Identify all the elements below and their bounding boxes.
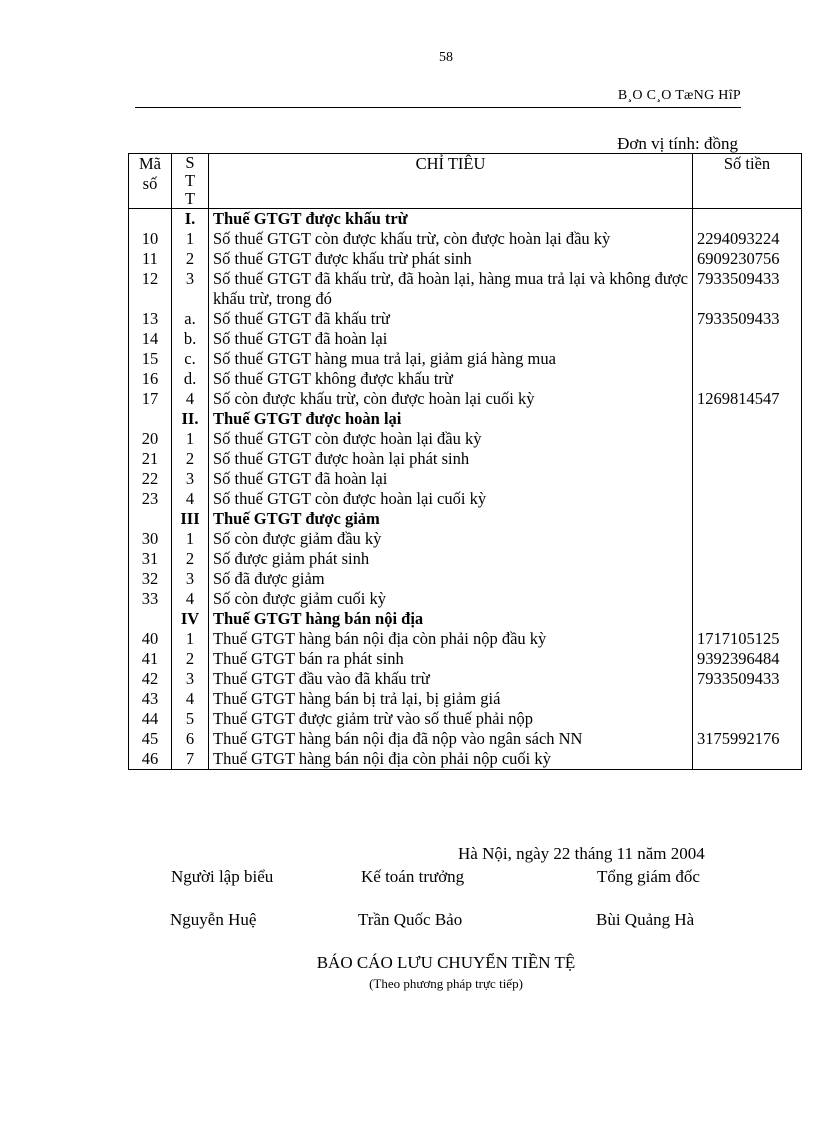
table-row: [129, 469, 802, 489]
cell-chi-tieu: Số thuế GTGT đã hoàn lại: [209, 329, 693, 349]
cell-stt: a.: [172, 309, 209, 329]
table-row: [129, 229, 802, 249]
table-row: [129, 369, 802, 389]
cell-stt: 1: [172, 629, 209, 649]
cell-so-tien: 6909230756: [693, 249, 802, 269]
section-row: [129, 209, 802, 230]
cell-ma-so: 32: [129, 569, 172, 589]
cell-ma-so: [129, 209, 172, 230]
cell-stt: 4: [172, 489, 209, 509]
cash-flow-report-title: BÁO CÁO LƯU CHUYỂN TIỀN TỆ: [316, 953, 576, 972]
cell-so-tien: [693, 689, 802, 709]
cell-ma-so: 12: [129, 269, 172, 309]
cell-so-tien: 1269814547: [693, 389, 802, 409]
cell-chi-tieu: Số thuế GTGT còn được hoàn lại đầu kỳ: [209, 429, 693, 449]
cell-chi-tieu: Thuế GTGT được giảm trừ vào số thuế phải nộp: [209, 709, 693, 729]
cell-stt: 2: [172, 649, 209, 669]
cell-ma-so: 23: [129, 489, 172, 509]
table-row: [129, 589, 802, 609]
cell-so-tien: [693, 569, 802, 589]
cell-ma-so: 45: [129, 729, 172, 749]
cell-ma-so: [129, 609, 172, 629]
cell-so-tien: [693, 349, 802, 369]
cell-chi-tieu: Số thuế GTGT còn được khấu trừ, còn được hoàn lại đầu kỳ: [209, 229, 693, 249]
cell-so-tien: [693, 469, 802, 489]
cell-ma-so: 10: [129, 229, 172, 249]
cell-stt: 3: [172, 669, 209, 689]
header-stt-text: STT: [184, 153, 196, 208]
cell-stt: II.: [172, 409, 209, 429]
cell-so-tien: [693, 369, 802, 389]
cell-ma-so: 14: [129, 329, 172, 349]
cell-stt: 1: [172, 529, 209, 549]
cell-stt: c.: [172, 349, 209, 369]
cell-so-tien: [693, 409, 802, 429]
cell-ma-so: 44: [129, 709, 172, 729]
cell-ma-so: 20: [129, 429, 172, 449]
cell-chi-tieu: Số còn được giảm đầu kỳ: [209, 529, 693, 549]
cell-ma-so: 41: [129, 649, 172, 669]
cell-ma-so: 46: [129, 749, 172, 770]
cell-stt: I.: [172, 209, 209, 230]
table-row: [129, 489, 802, 509]
table-header-row: [129, 154, 802, 209]
cell-so-tien: [693, 609, 802, 629]
cell-so-tien: [693, 209, 802, 230]
header-so-tien: Số tiền: [693, 154, 802, 209]
cell-ma-so: [129, 409, 172, 429]
header-divider: [135, 107, 741, 108]
header-stt: [172, 154, 209, 209]
cell-so-tien: [693, 509, 802, 529]
table-row: [129, 449, 802, 469]
cell-stt: 6: [172, 729, 209, 749]
cell-chi-tieu: Số thuế GTGT được hoàn lại phát sinh: [209, 449, 693, 469]
header-ma-so: [129, 154, 172, 209]
cell-ma-so: 17: [129, 389, 172, 409]
cell-so-tien: [693, 489, 802, 509]
table-row: [129, 689, 802, 709]
table-row: [129, 709, 802, 729]
cell-stt: d.: [172, 369, 209, 389]
header-ma-so-text: Mã số: [139, 154, 161, 193]
cell-stt: 1: [172, 429, 209, 449]
table-row: [129, 249, 802, 269]
cell-so-tien: 7933509433: [693, 669, 802, 689]
table-row: [129, 669, 802, 689]
table-row: [129, 329, 802, 349]
cell-chi-tieu: Số được giảm phát sinh: [209, 549, 693, 569]
cell-chi-tieu: Thuế GTGT hàng bán nội địa: [209, 609, 693, 629]
cell-so-tien: 2294093224: [693, 229, 802, 249]
cell-so-tien: [693, 449, 802, 469]
cell-stt: b.: [172, 329, 209, 349]
cell-ma-so: 21: [129, 449, 172, 469]
cell-chi-tieu: Số thuế GTGT còn được hoàn lại cuối kỳ: [209, 489, 693, 509]
cell-chi-tieu: Thuế GTGT đầu vào đã khấu trừ: [209, 669, 693, 689]
table-row: [129, 569, 802, 589]
page-number: 58: [439, 50, 453, 65]
cell-chi-tieu: Thuế GTGT hàng bán nội địa còn phải nộp cuối kỳ: [209, 749, 693, 770]
cell-ma-so: 15: [129, 349, 172, 369]
cell-chi-tieu: Thuế GTGT hàng bán nội địa đã nộp vào ngân sách NN: [209, 729, 693, 749]
table-row: [129, 349, 802, 369]
cell-chi-tieu: Thuế GTGT được hoàn lại: [209, 409, 693, 429]
cell-chi-tieu: Số thuế GTGT đã khấu trừ, đã hoàn lại, hàng mua trả lại và không được khấu trừ, trong đó: [209, 269, 693, 309]
cell-chi-tieu: Thuế GTGT hàng bán nội địa còn phải nộp đầu kỳ: [209, 629, 693, 649]
cell-chi-tieu: Thuế GTGT được khấu trừ: [209, 209, 693, 230]
cell-stt: 5: [172, 709, 209, 729]
cell-so-tien: [693, 709, 802, 729]
cell-so-tien: 9392396484: [693, 649, 802, 669]
cell-chi-tieu: Số đã được giảm: [209, 569, 693, 589]
cell-so-tien: [693, 589, 802, 609]
cell-ma-so: 43: [129, 689, 172, 709]
cell-so-tien: 7933509433: [693, 269, 802, 309]
section-row: [129, 509, 802, 529]
cell-stt: 4: [172, 389, 209, 409]
header-chi-tieu: CHỈ TIÊU: [209, 154, 693, 209]
preparer-name: Nguyễn Huệ: [170, 910, 257, 929]
cell-so-tien: 1717105125: [693, 629, 802, 649]
cell-stt: 7: [172, 749, 209, 770]
unit-label: Đơn vị tính: đồng: [617, 134, 738, 153]
cell-stt: 2: [172, 449, 209, 469]
cell-ma-so: 11: [129, 249, 172, 269]
cell-so-tien: [693, 429, 802, 449]
director-title: Tổng giám đốc: [597, 867, 700, 886]
table-row: [129, 269, 802, 309]
section-row: [129, 609, 802, 629]
cell-ma-so: 13: [129, 309, 172, 329]
cell-stt: 3: [172, 469, 209, 489]
table-row: [129, 749, 802, 770]
preparer-title: Người lập biểu: [171, 867, 274, 886]
cell-stt: 4: [172, 589, 209, 609]
cell-so-tien: [693, 529, 802, 549]
cell-so-tien: [693, 549, 802, 569]
signature-place-date: Hà Nội, ngày 22 tháng 11 năm 2004: [458, 844, 705, 863]
cell-ma-so: 16: [129, 369, 172, 389]
cell-chi-tieu: Số thuế GTGT đã hoàn lại: [209, 469, 693, 489]
cell-ma-so: 40: [129, 629, 172, 649]
cell-chi-tieu: Số thuế GTGT đã khấu trừ: [209, 309, 693, 329]
cell-so-tien: 7933509433: [693, 309, 802, 329]
cell-so-tien: 3175992176: [693, 729, 802, 749]
cell-stt: 3: [172, 269, 209, 309]
table-row: [129, 629, 802, 649]
cell-ma-so: 42: [129, 669, 172, 689]
cell-chi-tieu: Thuế GTGT bán ra phát sinh: [209, 649, 693, 669]
cell-chi-tieu: Thuế GTGT được giảm: [209, 509, 693, 529]
report-header-title: B¸O C¸O TæNG HîP: [617, 88, 741, 103]
cell-chi-tieu: Số thuế GTGT hàng mua trả lại, giảm giá hàng mua: [209, 349, 693, 369]
table-row: [129, 529, 802, 549]
table-row: [129, 649, 802, 669]
section-row: [129, 409, 802, 429]
table-row: [129, 729, 802, 749]
cell-so-tien: [693, 329, 802, 349]
cash-flow-report-subtitle: (Theo phương pháp trực tiếp): [369, 976, 523, 991]
cell-chi-tieu: Số còn được khấu trừ, còn được hoàn lại cuối kỳ: [209, 389, 693, 409]
cell-stt: III: [172, 509, 209, 529]
cell-stt: IV: [172, 609, 209, 629]
table-row: [129, 309, 802, 329]
cell-chi-tieu: Số thuế GTGT được khấu trừ phát sinh: [209, 249, 693, 269]
vat-report-table: [128, 153, 802, 770]
table-row: [129, 429, 802, 449]
cell-stt: 3: [172, 569, 209, 589]
cell-chi-tieu: Số thuế GTGT không được khấu trừ: [209, 369, 693, 389]
cell-stt: 4: [172, 689, 209, 709]
cell-chi-tieu: Thuế GTGT hàng bán bị trả lại, bị giảm giá: [209, 689, 693, 709]
director-name: Bùi Quảng Hà: [596, 910, 695, 929]
cell-chi-tieu: Số còn được giảm cuối kỳ: [209, 589, 693, 609]
cell-ma-so: [129, 509, 172, 529]
cell-stt: 2: [172, 249, 209, 269]
cell-ma-so: 22: [129, 469, 172, 489]
chief-accountant-title: Kế toán trưởng: [361, 867, 465, 886]
table-row: [129, 549, 802, 569]
cell-stt: 2: [172, 549, 209, 569]
cell-ma-so: 30: [129, 529, 172, 549]
chief-accountant-name: Trần Quốc Bảo: [358, 910, 463, 929]
cell-stt: 1: [172, 229, 209, 249]
cell-ma-so: 31: [129, 549, 172, 569]
cell-ma-so: 33: [129, 589, 172, 609]
table-row: [129, 389, 802, 409]
cell-so-tien: [693, 749, 802, 770]
table-body: [129, 209, 802, 770]
